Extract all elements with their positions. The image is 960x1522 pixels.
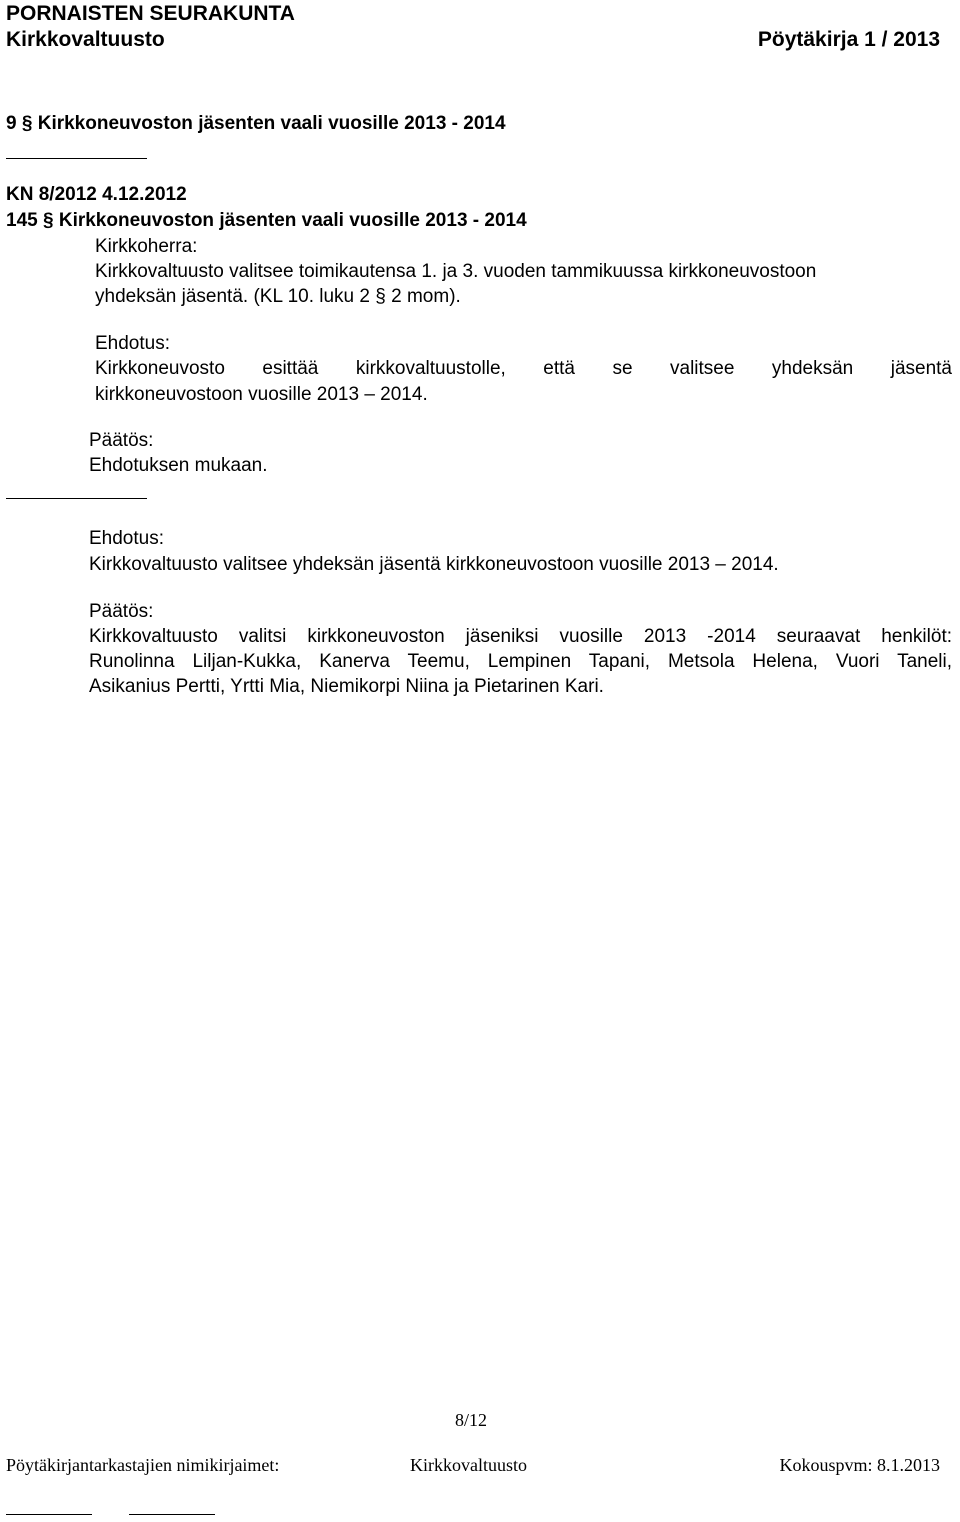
item-heading — [6, 113, 506, 135]
prior-number: 145 — [6, 210, 38, 231]
decision-text: Ehdotuksen mukaan. — [89, 455, 268, 476]
proposal-text: Kirkkovaltuusto valitsee yhdeksän jäsentä kirkkoneuvostoon vuosille 2013 – 2014. — [89, 554, 779, 575]
section-sign: § — [21, 113, 33, 134]
document-title: Pöytäkirja 1 / 2013 — [757, 28, 940, 51]
initials-line — [6, 1514, 92, 1515]
page-number: 8/12 — [455, 1410, 488, 1430]
decision-text-line: Kirkkovaltuusto valitsi kirkkoneuvoston jäseniksi vuosille 2013 -2014 seuraavat henkilöt: — [89, 626, 952, 647]
decision-label: Päätös: — [89, 601, 154, 622]
background-text-line: Kirkkovaltuusto valitsee toimikautensa 1. ja 3. vuoden tammikuussa kirkkoneuvostoon — [95, 261, 817, 282]
prior-reference: KN 8/2012 4.12.2012 — [6, 184, 187, 205]
presenter-label: Kirkkoherra: — [95, 236, 198, 257]
footer-body: Kirkkovaltuusto — [410, 1455, 527, 1475]
decision-label: Päätös: — [89, 430, 154, 451]
proposal-text-line: kirkkoneuvostoon vuosille 2013 – 2014. — [95, 384, 428, 405]
separator-rule — [6, 498, 147, 499]
proposal-label: Ehdotus: — [95, 333, 170, 354]
background-text-line — [95, 286, 461, 308]
proposal-text-line: Kirkkoneuvosto esittää kirkkovaltuustolle, että se valitsee yhdeksän jäsentä — [95, 358, 952, 379]
section-sign: § — [375, 286, 386, 307]
footer-checkers-label: Pöytäkirjantarkastajien nimikirjaimet: — [6, 1455, 280, 1475]
organization-name: PORNAISTEN SEURAKUNTA — [6, 2, 295, 25]
item-title: Kirkkoneuvoston jäsenten vaali vuosille 2013 - 2014 — [37, 113, 506, 134]
decision-text-line: Asikanius Pertti, Yrtti Mia, Niemikorpi Niina ja Pietarinen Kari. — [89, 676, 604, 697]
decision-text-line: Runolinna Liljan-Kukka, Kanerva Teemu, Lempinen Tapani, Metsola Helena, Vuori Taneli, — [89, 651, 952, 672]
governing-body: Kirkkovaltuusto — [6, 28, 165, 51]
text-fragment: yhdeksän jäsentä. (KL 10. luku 2 — [95, 286, 370, 307]
prior-title: Kirkkoneuvoston jäsenten vaali vuosille 2013 - 2014 — [58, 210, 527, 231]
footer-meeting-date: Kokouspvm: 8.1.2013 — [779, 1455, 940, 1475]
section-sign: § — [42, 210, 54, 231]
initials-line — [129, 1514, 215, 1515]
text-fragment: 2 mom). — [391, 286, 461, 307]
item-number: 9 — [6, 113, 17, 134]
separator-rule — [6, 158, 147, 159]
proposal-label: Ehdotus: — [89, 528, 164, 549]
prior-heading — [6, 210, 527, 232]
